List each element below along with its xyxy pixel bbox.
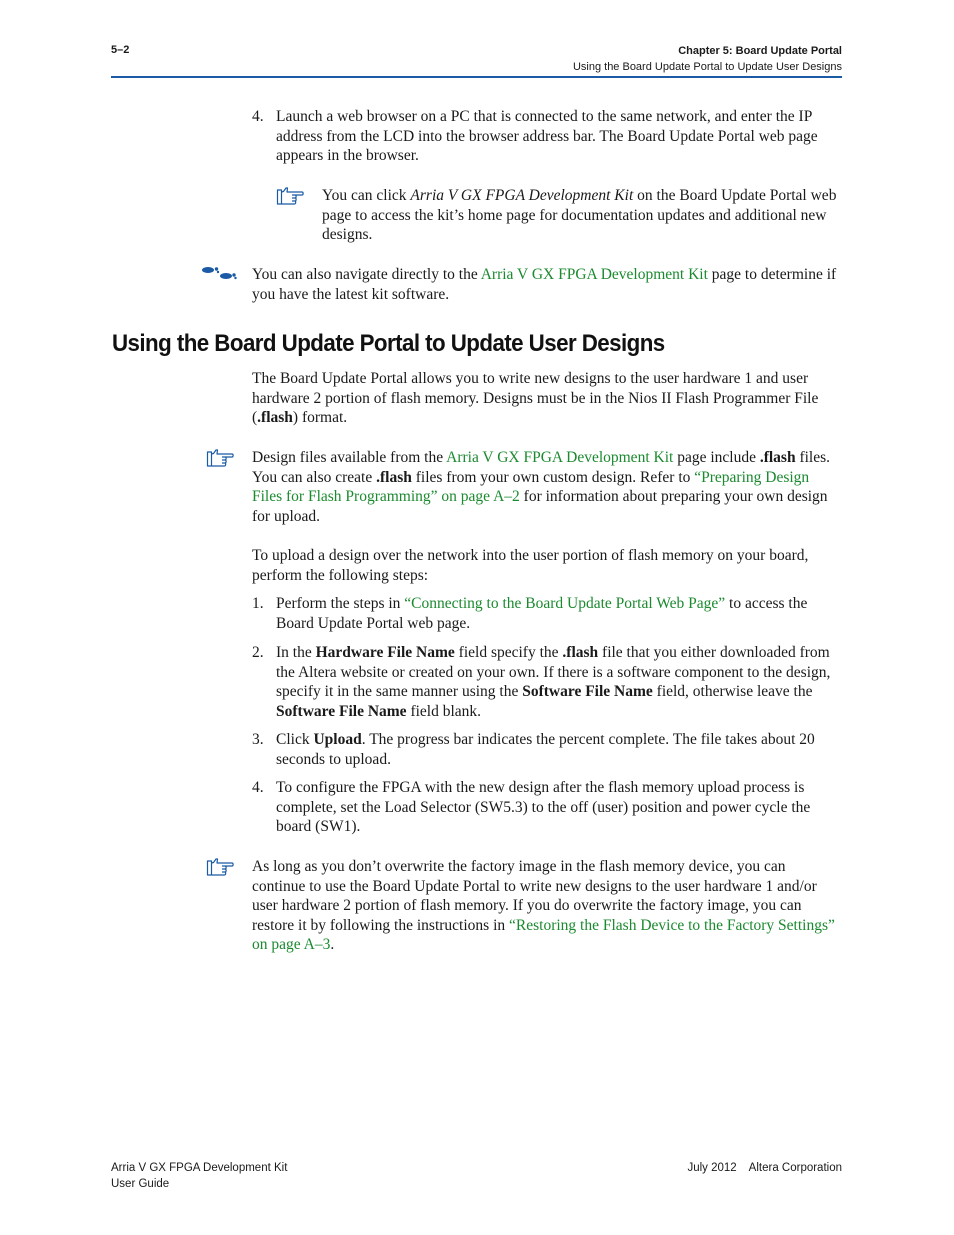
tip-navigate: You can also navigate directly to the Arria V GX FPGA Development Kit page to determine if you have the latest kit software.: [252, 266, 837, 303]
intro-paragraph: The Board Update Portal allows you to write new designs to the user hardware 1 and user hardware 2 portion of flash memory. Designs must be in the Nios II Flash Programmer File (.flash) format.: [252, 370, 819, 427]
note-design-files: Design files available from the Arria V GX FPGA Development Kit page include .flash files. You can also create .flash files from your own custom design. Refer to “Preparing Design Files for Flash Programming” on page A–2 for information about preparing your own design for upload.: [252, 449, 831, 525]
step-number: 3.: [252, 731, 264, 748]
pointing-hand-icon: [206, 448, 238, 473]
section-running-title: Using the Board Update Portal to Update User Designs: [572, 61, 842, 73]
step-1-text: Perform the steps in “Connecting to the Board Update Portal Web Page” to access the Board Update Portal web page.: [276, 595, 808, 632]
chapter-title: Chapter 5: Board Update Portal: [678, 45, 842, 57]
running-header: [573, 43, 842, 75]
footer-left: [111, 1160, 287, 1192]
page-number: 5–2: [111, 44, 130, 56]
kit-page-link[interactable]: Arria V GX FPGA Development Kit: [480, 266, 708, 283]
step-number: 4.: [252, 779, 264, 796]
step-2-text: In the Hardware File Name field specify the .flash file that you either downloaded from the Altera website or created on your own. If there is a software component to the design, specify it in the same manner using the Software File Name field, otherwise leave the Software File Name field blank.: [276, 644, 831, 720]
step-4-configure-text: To configure the FPGA with the new design after the flash memory upload process is complete, set the Load Selector (SW5.3) to the off (user) position and power cycle the board (SW1).: [276, 779, 811, 836]
connecting-portal-link[interactable]: “Connecting to the Board Update Portal Web Page”: [404, 595, 726, 612]
header-rule: [111, 76, 842, 78]
footer-company: Altera Corporation: [748, 1162, 842, 1174]
pointing-hand-icon: [206, 857, 238, 882]
footer-date: July 2012: [687, 1162, 737, 1174]
step-4-text: Launch a web browser on a PC that is connected to the same network, and enter the IP address from the LCD into the browser address bar. The Board Update Portal web page appears in the browser.: [276, 108, 818, 165]
upload-intro: To upload a design over the network into the user portion of flash memory on your board, perform the following steps:: [252, 547, 809, 584]
note-kit-home: You can click Arria V GX FPGA Development Kit on the Board Update Portal web page to access the kit’s home page for documentation updates and additional new designs.: [322, 187, 837, 244]
note-factory-image: As long as you don’t overwrite the factory image in the flash memory device, you can continue to use the Board Update Portal to write new designs to the user hardware 1 and/or user hardware 2 portion of flash memory. If you do overwrite the factory image, you can restore it by following the instructions in “Restoring the Flash Device to the Factory Settings” on page A–3.: [252, 858, 835, 954]
restoring-flash-link[interactable]: “Restoring the Flash Device to the Factory Settings” on page A–3: [252, 916, 835, 954]
pointing-hand-icon: [276, 186, 308, 211]
section-heading: Using the Board Update Portal to Update User Designs: [112, 330, 665, 357]
step-number: 1.: [252, 595, 264, 612]
preparing-design-files-link[interactable]: “Preparing Design Files for Flash Programming” on page A–2: [252, 468, 810, 506]
doc-type: User Guide: [111, 1178, 170, 1190]
footer-right: [687, 1160, 842, 1176]
kit-page-link[interactable]: Arria V GX FPGA Development Kit: [446, 449, 674, 466]
footprints-icon: [201, 265, 239, 286]
doc-title: Arria V GX FPGA Development Kit: [111, 1162, 288, 1174]
step-number: 2.: [252, 644, 264, 661]
step-3-text: Click Upload. The progress bar indicates the percent complete. The file takes about 20 seconds to upload.: [276, 731, 815, 768]
step-number: 4.: [252, 108, 264, 125]
